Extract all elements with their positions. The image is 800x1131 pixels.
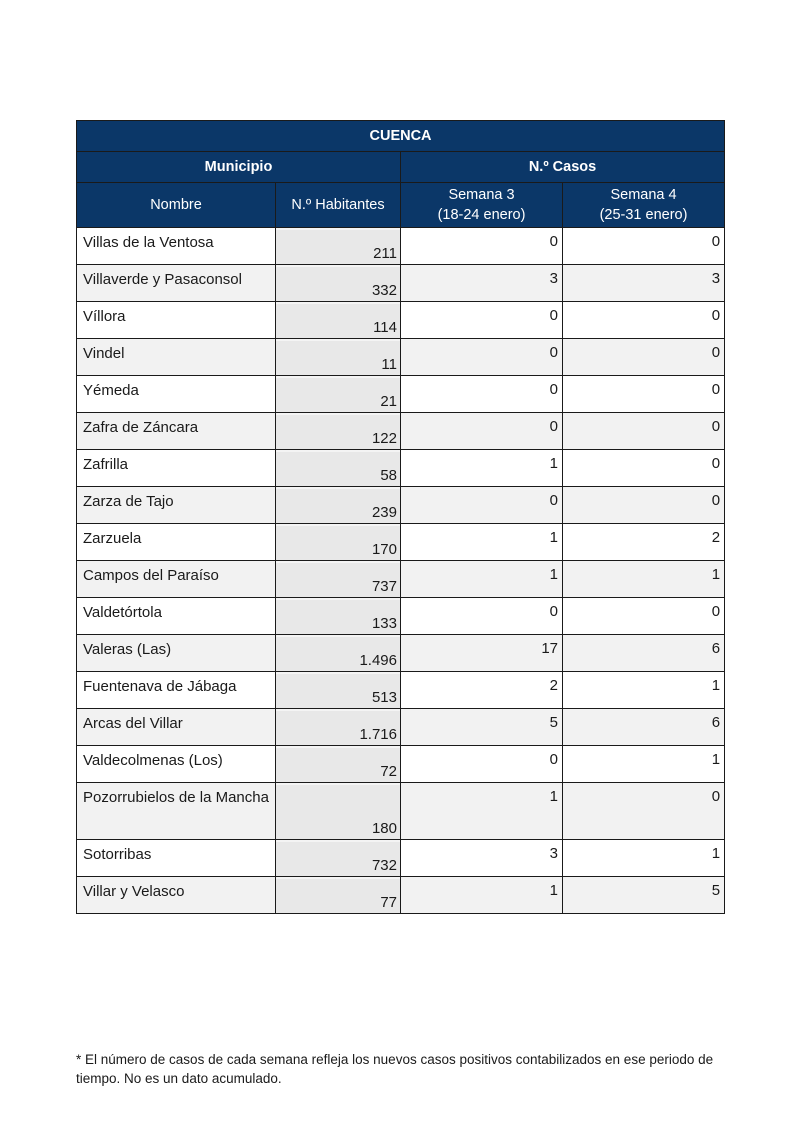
cell-semana3: 0 xyxy=(401,487,563,524)
cell-habitantes: 1.496 xyxy=(276,635,401,672)
cell-nombre: Villaverde y Pasaconsol xyxy=(77,265,276,302)
cell-nombre: Zarzuela xyxy=(77,524,276,561)
group-header-casos: N.º Casos xyxy=(401,152,725,183)
cell-nombre: Zafra de Záncara xyxy=(77,413,276,450)
cell-habitantes: 170 xyxy=(276,524,401,561)
cell-semana4: 6 xyxy=(563,709,725,746)
cell-nombre: Villar y Velasco xyxy=(77,877,276,914)
table-row xyxy=(77,339,725,376)
cell-semana4: 6 xyxy=(563,635,725,672)
cell-nombre: Campos del Paraíso xyxy=(77,561,276,598)
cell-nombre: Vindel xyxy=(77,339,276,376)
table-row xyxy=(77,413,725,450)
table-row xyxy=(77,635,725,672)
cell-habitantes: 332 xyxy=(276,265,401,302)
cell-habitantes: 114 xyxy=(276,302,401,339)
cell-nombre: Fuentenava de Jábaga xyxy=(77,672,276,709)
table-row xyxy=(77,228,725,265)
cell-nombre: Sotorribas xyxy=(77,840,276,877)
column-header-habitantes: N.º Habitantes xyxy=(276,183,401,228)
cell-semana4: 0 xyxy=(563,339,725,376)
cell-semana3: 0 xyxy=(401,746,563,783)
table-row xyxy=(77,524,725,561)
column-header-nombre: Nombre xyxy=(77,183,276,228)
table-row xyxy=(77,840,725,877)
table-row xyxy=(77,877,725,914)
cell-habitantes: 77 xyxy=(276,877,401,914)
cell-semana4: 5 xyxy=(563,877,725,914)
cell-nombre: Zarza de Tajo xyxy=(77,487,276,524)
cell-habitantes: 1.716 xyxy=(276,709,401,746)
cell-semana3: 0 xyxy=(401,302,563,339)
cell-semana3: 0 xyxy=(401,228,563,265)
cell-habitantes: 21 xyxy=(276,376,401,413)
cell-habitantes: 239 xyxy=(276,487,401,524)
semana4-label: Semana 4 xyxy=(610,187,677,203)
cuenca-cases-table xyxy=(76,120,725,914)
group-header-municipio: Municipio xyxy=(77,152,401,183)
table-row xyxy=(77,302,725,339)
cell-nombre: Villas de la Ventosa xyxy=(77,228,276,265)
semana3-label: Semana 3 xyxy=(448,187,515,203)
cell-semana3: 3 xyxy=(401,265,563,302)
cell-habitantes: 58 xyxy=(276,450,401,487)
cell-habitantes: 211 xyxy=(276,228,401,265)
cell-semana4: 1 xyxy=(563,561,725,598)
cell-semana4: 1 xyxy=(563,746,725,783)
cell-semana4: 1 xyxy=(563,840,725,877)
table-row xyxy=(77,450,725,487)
cell-habitantes: 11 xyxy=(276,339,401,376)
cell-semana4: 2 xyxy=(563,524,725,561)
cell-nombre: Zafrilla xyxy=(77,450,276,487)
cell-semana3: 0 xyxy=(401,413,563,450)
cell-nombre: Valdecolmenas (Los) xyxy=(77,746,276,783)
cell-semana3: 17 xyxy=(401,635,563,672)
table-body xyxy=(77,228,725,914)
cell-semana4: 0 xyxy=(563,783,725,840)
semana4-dates: (25-31 enero) xyxy=(599,207,688,223)
table-row xyxy=(77,672,725,709)
cell-habitantes: 133 xyxy=(276,598,401,635)
semana3-dates: (18-24 enero) xyxy=(437,207,526,223)
cell-semana3: 1 xyxy=(401,877,563,914)
cell-semana3: 3 xyxy=(401,840,563,877)
cell-nombre: Yémeda xyxy=(77,376,276,413)
cell-semana4: 0 xyxy=(563,450,725,487)
cell-semana3: 0 xyxy=(401,598,563,635)
cell-semana3: 1 xyxy=(401,450,563,487)
cell-semana3: 2 xyxy=(401,672,563,709)
cell-semana3: 0 xyxy=(401,339,563,376)
cell-semana4: 0 xyxy=(563,376,725,413)
cell-semana4: 0 xyxy=(563,228,725,265)
cases-table-container xyxy=(76,120,724,914)
table-title: CUENCA xyxy=(77,121,725,152)
cell-habitantes: 737 xyxy=(276,561,401,598)
cell-habitantes: 72 xyxy=(276,746,401,783)
column-header-semana3 xyxy=(401,183,563,228)
cell-habitantes: 513 xyxy=(276,672,401,709)
table-row xyxy=(77,709,725,746)
cell-semana4: 0 xyxy=(563,413,725,450)
cell-semana4: 0 xyxy=(563,598,725,635)
table-row xyxy=(77,561,725,598)
cell-semana4: 0 xyxy=(563,487,725,524)
table-row xyxy=(77,265,725,302)
cell-nombre: Víllora xyxy=(77,302,276,339)
cell-nombre: Valeras (Las) xyxy=(77,635,276,672)
cell-habitantes: 732 xyxy=(276,840,401,877)
table-row xyxy=(77,783,725,840)
table-row xyxy=(77,487,725,524)
cell-nombre: Pozorrubielos de la Mancha xyxy=(77,783,276,840)
cell-habitantes: 180 xyxy=(276,783,401,840)
cell-habitantes: 122 xyxy=(276,413,401,450)
table-row xyxy=(77,598,725,635)
cell-semana3: 1 xyxy=(401,524,563,561)
cell-semana3: 5 xyxy=(401,709,563,746)
cell-semana4: 0 xyxy=(563,302,725,339)
table-row xyxy=(77,746,725,783)
cell-nombre: Arcas del Villar xyxy=(77,709,276,746)
cell-semana4: 3 xyxy=(563,265,725,302)
cell-semana4: 1 xyxy=(563,672,725,709)
cell-semana3: 1 xyxy=(401,783,563,840)
cell-semana3: 0 xyxy=(401,376,563,413)
cell-nombre: Valdetórtola xyxy=(77,598,276,635)
column-header-semana4 xyxy=(563,183,725,228)
footnote: * El número de casos de cada semana refleja los nuevos casos positivos contabilizados en ese periodo de tiempo. No es un dato acumulado. xyxy=(76,1051,714,1086)
cell-semana3: 1 xyxy=(401,561,563,598)
table-row xyxy=(77,376,725,413)
